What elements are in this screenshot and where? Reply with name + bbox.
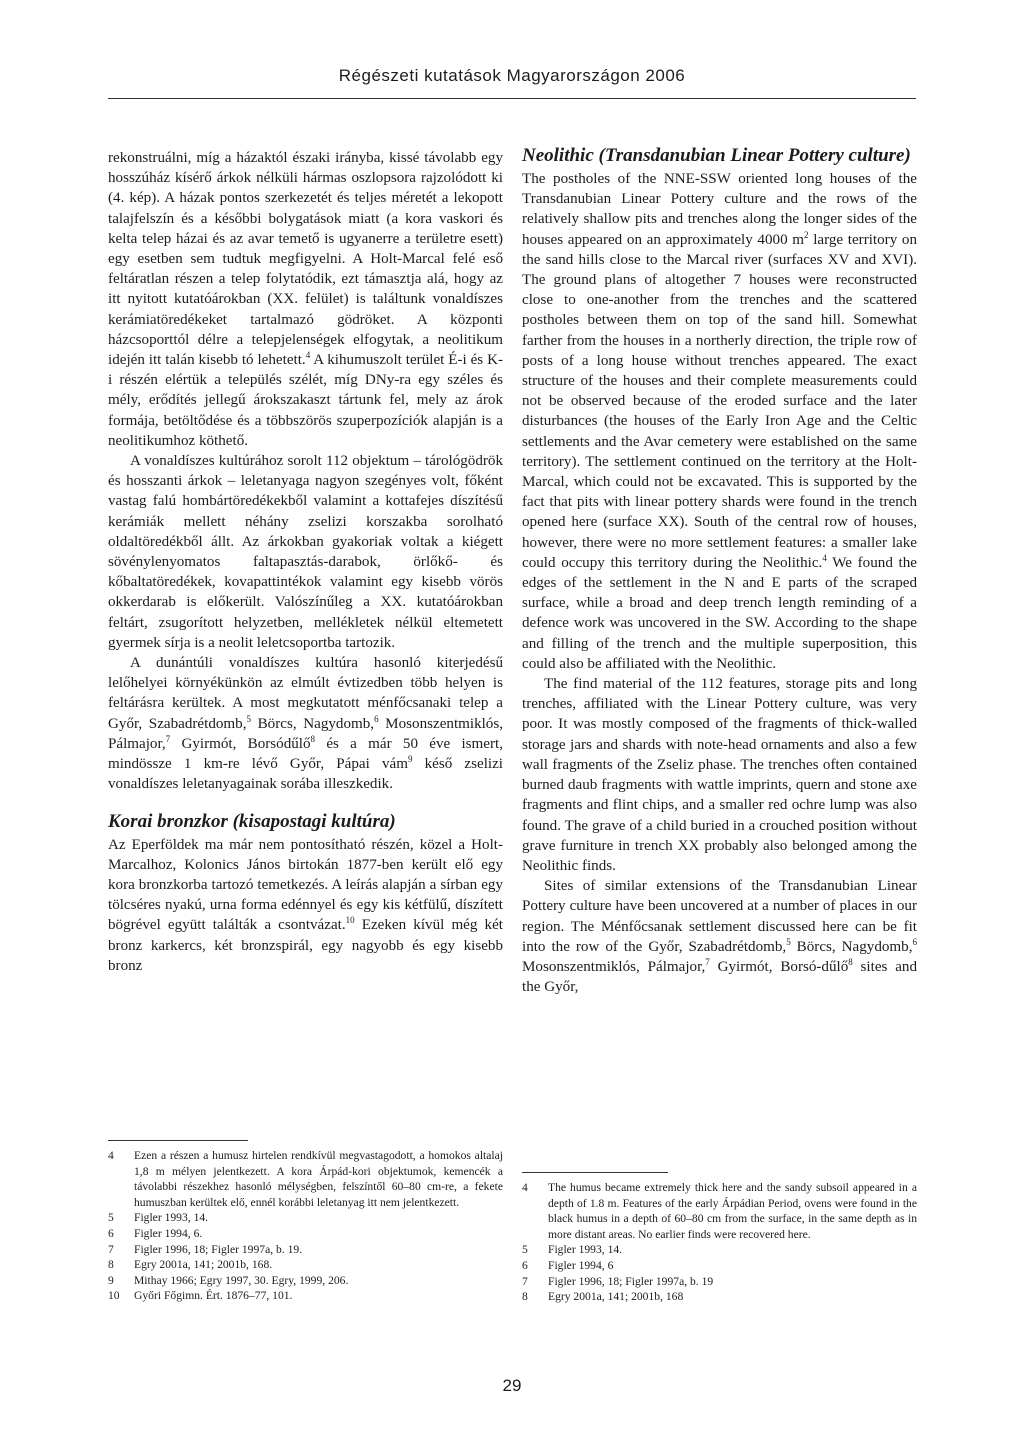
en-paragraph-2: The find material of the 112 features, storage pits and long trenches, affiliated with the Linear Pottery culture, was very poor. It was mostly composed of the fragments of thick-walled storage jars and shards with note-head ornaments and also a few wall fragments of the Zseliz phase. The trenches often contained burned daub fragments with wattle imprints, quern and stone axe fragments and flint chips, and a smaller red ochre lump was also found. The grave of a child buried in a crouched position without grave furniture in trench XX probably also belonged among the Neolithic finds. (522, 676, 917, 874)
hu-p3-f: késő zselizi vonaldíszes leletanyagainak sorába illeszkedik. (108, 756, 503, 793)
footnote-ref-9[interactable]: 9 (407, 754, 413, 765)
footnote-text: Egry 2001a, 141; 2001b, 168. (134, 1258, 273, 1272)
en-paragraph-1 (522, 169, 917, 674)
footnote-text: Mithay 1966; Egry 1997, 30. Egry, 1999, 206. (134, 1273, 349, 1287)
footnote-text: Figler 1993, 14. (548, 1243, 623, 1257)
hungarian-column (108, 148, 503, 976)
superscript-2: 2 (804, 229, 809, 240)
footnote-text: Figler 1994, 6. (134, 1226, 203, 1240)
footnote-ref-5[interactable]: 5 (786, 936, 791, 947)
footnote-ref-6[interactable]: 6 (374, 713, 379, 724)
footnote-number: 4 (108, 1149, 114, 1162)
en-p1-b: large territory on the sand hills close to the Marcal river (surfaces XV and XVI). The ground plans of altogether 7 houses were reconstructed close to one-another from the trenches and the scattered postholes between them on top of the sand hill. Somewhat farther from the houses in a northerly direction, the triple row of posts of a long house without trenches appeared. The exact structure of the houses and their complete measurements could not be observed because of the eroded surface and the later disturbances (the houses of the Early Iron Age and the Celtic settlements and the Avar cemetery were established on the same territory). The settlement continued on the territory at the Holt-Marcal, which could not be excavated. This is supported by the fact that pits with linear pottery shards were found in the trench opened here (surface XX). South of the central row of houses, however, there were no more settlement features: a smaller lake could occupy this territory during the Neolithic. (522, 231, 918, 571)
running-header: Régészeti kutatások Magyarországon 2006 (338, 66, 686, 85)
hu-p4-tail: Ezeken kívül még két bronz karkercs, két bronzspirál, egy nagyobb és egy kisebb bronz (108, 917, 503, 974)
hu-p3-a: A dunántúli vonaldíszes kultúra hasonló kiterjedésű lelőhelyei környékünkön az elmúlt évtizedben több helyen is feltárásra kerültek. A most megkutatott ménfőcsanaki telep a Győr, Szabadrétdomb, (108, 655, 503, 732)
footnote (522, 1242, 917, 1258)
footnote (522, 1258, 917, 1274)
footnote (108, 1242, 503, 1258)
hu-section-heading: Korai bronzkor (kisapostagi kultúra) (108, 810, 396, 832)
footnote-number: 7 (108, 1242, 114, 1256)
footnote (108, 1273, 503, 1289)
hu-p1-tail: A kihumuszolt terület É-i és K-i részén elértük a település szélét, míg DNy-ra egy széles és mély, erődítés jellegű árokszakaszt tártunk fel, mely az árok formája, betöltődése és a többszörös szuperpozíciók alapján is a neolitikumhoz köthető. (108, 352, 504, 449)
footnote-number: 4 (522, 1181, 528, 1194)
footnote-text: Figler 1996, 18; Figler 1997a, b. 19 (548, 1274, 714, 1288)
footnote-divider-left (108, 1140, 248, 1141)
hu-p3-b: Börcs, Nagydomb, (250, 715, 375, 732)
footnote-number: 8 (108, 1258, 114, 1272)
footnote-text: Figler 1996, 18; Figler 1997a, b. 19. (134, 1242, 303, 1256)
hu-p4-text: Az Eperföldek ma már nem pontosítható részén, közel a Holt-Marcalhoz, Kolonics János birtokán 1877-ben került elő egy kora bronzkorba tartozó temetkezés. A leírás alapján a sírban egy tölcséres nyakú, urna forma edénnyel és egy kis kétfülű, díszített bögrével együtt találták a csontvázat. (108, 836, 503, 934)
footnote-text: Győri Főgimn. Ért. 1876–77, 101. (134, 1289, 293, 1303)
page-number: 29 (502, 1376, 522, 1395)
footnote-number: 8 (522, 1290, 528, 1304)
footnote-divider-right (522, 1172, 668, 1173)
footnote-number: 10 (108, 1289, 120, 1303)
footnotes-english (522, 1180, 917, 1305)
footnote (522, 1274, 917, 1290)
footnote (108, 1210, 503, 1226)
hu-paragraph-1 (108, 148, 503, 451)
en-p3-e: sites and the Győr, (522, 958, 917, 996)
footnote-ref-5[interactable]: 5 (246, 713, 251, 724)
footnote-text: Egry 2001a, 141; 2001b, 168 (548, 1290, 684, 1304)
footnote-text: Ezen a részen a humusz hirtelen rendkívül megvastagodott, a homokos altalaj 1,8 m mélyen jelentkezett. A kora Árpád-kori objektumok, kemencék a távolabbi részekhez hasonló mélységben, felszíntől 60–80 cm-re, a fekete humuszban kerültek elő, ennél korábbi leletanyag itt nem jelentkezett. (134, 1149, 503, 1209)
footnote (108, 1226, 503, 1242)
footnote-number: 9 (108, 1273, 114, 1287)
en-p3-a: Sites of similar extensions of the Transdanubian Linear Pottery culture have been uncovered at a number of places in our region. The Ménfőcsanak settlement discussed here can be fit into the row of the Győr, Szabadrétdomb, (522, 878, 917, 955)
footnote-ref-4[interactable]: 4 (822, 552, 827, 563)
footnote (108, 1257, 503, 1273)
footnote (108, 1288, 503, 1304)
en-p1-c: We found the edges of the settlement in the N and E parts of the scraped surface, while a broad and deep trench length reminding of a defence work was uncovered in the SW. According to the shape and filling of the trench and the multiple superposition, this could also be affiliated with the Neolithic. (522, 554, 917, 672)
english-column (522, 145, 918, 997)
footnote (108, 1148, 503, 1210)
footnote-number: 5 (108, 1211, 114, 1225)
footnote-ref-6[interactable]: 6 (912, 936, 917, 947)
footnote (522, 1289, 917, 1305)
hu-paragraph-3 (108, 653, 503, 794)
hu-paragraph-4 (108, 835, 503, 976)
footnote-text: The humus became extremely thick here and the sandy subsoil appeared in a depth of 1.8 m. Features of the early Árpádian Period, ovens were found in the black humus in a depth of 60–80 cm from the surface, in the same depth as in more distant areas. No earlier finds were recovered here. (548, 1181, 917, 1241)
en-p3-c: Mosonszentmiklós, Pálmajor, (522, 958, 706, 975)
en-p3-d: Gyirmót, Borsó-dűlő (709, 958, 849, 975)
en-section-heading: Neolithic (Transdanubian Linear Pottery culture) (522, 145, 911, 166)
hu-paragraph-2: A vonaldíszes kultúrához sorolt 112 objektum – tárológödrök és hosszanti árkok – leletanyaga nagyon szegényes volt, főként vastag falú hombártöredékekből valamint a kottafejes díszítésű kerámiák mellett néhány zselizi korszakba sorolható oldaltöredékből állt. Az árkokban gyakoriak voltak a kiégett sövénylenyomatos faltapasztás-darabok, örlőkő- és kőbaltatöredékek, kovapattintékok valamint egy kisebb vörös okkerdarab is előkerült. Valószínűleg a XX. kutatóárokban feltárt, zsugorított helyzetben, mellékletek nélkül eltemetett gyermek sírja is a neolit leletcsoportba tartozik. (108, 453, 503, 651)
footnote-ref-10[interactable]: 10 (345, 915, 355, 926)
footnote-text: Figler 1993, 14. (134, 1211, 209, 1225)
footnote-number: 5 (522, 1243, 528, 1257)
en-paragraph-3 (522, 876, 917, 997)
hu-p3-c: Mosonszentmiklós, Pálmajor, (108, 715, 504, 752)
header-divider (108, 98, 916, 99)
footnote-ref-8[interactable]: 8 (848, 956, 853, 967)
hu-p1-text: rekonstruálni, míg a házaktól északi irányba, kissé távolabb egy hosszúház kísérő árkok nélküli hármas oszlopsora rajzolódott ki (4. kép). A házak pontos szerkezetét és teljes méretét a lekopott talajfelszín és a későbbi bolygatások miatt (a kora vaskori és kelta telep házai és az avar temető is ugyanerre a területre esett) egy esetben sem tudtuk megfigyelni. A Holt-Marcal felé eső feltáratlan részen a telep folytatódik, ezt támasztja alá, hogy az itt nyitott kutatóárokban (XX. felület) is találtunk vonaldíszes kerámiatöredékeket tartalmazó gödröket. A központi házcsoporttól délre a telepjelenségek elfogytak, a neolitikum idején itt talán kisebb tó lehetett. (108, 150, 503, 369)
footnote-text: Figler 1994, 6 (548, 1258, 614, 1272)
en-p3-b: Börcs, Nagydomb, (790, 938, 913, 955)
footnote-ref-4[interactable]: 4 (305, 350, 311, 360)
footnote-ref-7[interactable]: 7 (165, 733, 171, 744)
footnote-number: 6 (108, 1226, 114, 1240)
footnote-number: 6 (522, 1258, 528, 1272)
footnote-ref-8[interactable]: 8 (310, 733, 316, 744)
hu-p3-d: Gyirmót, Borsódűlő (170, 735, 311, 752)
en-p1-a: The postholes of the NNE-SSW oriented long houses of the Transdanubian Linear Pottery culture and the rows of the relatively shallow pits and trenches along the longer sides of the houses appeared on an approximately 4000 m (522, 171, 917, 248)
footnote-ref-7[interactable]: 7 (705, 956, 710, 967)
footnotes-hungarian (108, 1148, 503, 1304)
footnote (522, 1180, 917, 1242)
footnote-number: 7 (522, 1274, 528, 1288)
hu-p3-e: és a már 50 éve ismert, mindössze 1 km-re lévő Győr, Pápai vám (108, 735, 503, 773)
